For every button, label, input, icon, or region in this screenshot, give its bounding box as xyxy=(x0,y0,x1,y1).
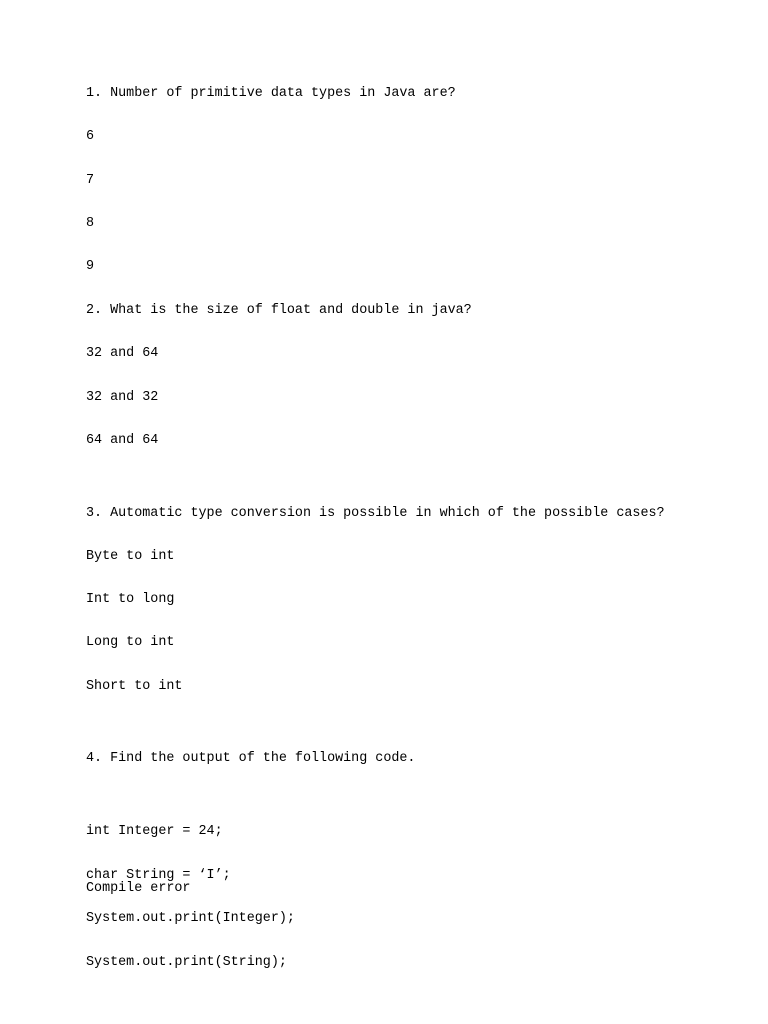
question-2-option-2: 32 and 32 xyxy=(86,390,159,405)
question-2-option-1: 32 and 64 xyxy=(86,346,159,361)
question-2-option-3: 64 and 64 xyxy=(86,433,159,448)
question-1-option-3: 8 xyxy=(86,216,95,231)
question-3-option-3: Long to int xyxy=(86,635,175,650)
question-1-option-4: 9 xyxy=(86,259,95,274)
code-line: System.out.print(String); xyxy=(86,954,287,970)
question-3-option-4: Short to int xyxy=(86,679,183,694)
question-1-option-1: 6 xyxy=(86,129,95,144)
code-block xyxy=(86,796,295,999)
code-line: char String = ‘I’; xyxy=(86,867,231,883)
question-3-text: 3. Automatic type conversion is possible in which of the possible cases? xyxy=(86,506,665,521)
question-1-option-2: 7 xyxy=(86,173,95,188)
question-4-option-1: Compile error xyxy=(86,881,191,896)
question-3-option-1: Byte to int xyxy=(86,549,175,564)
question-2-text: 2. What is the size of float and double in java? xyxy=(86,303,472,318)
question-3-option-2: Int to long xyxy=(86,592,175,607)
question-1-text: 1. Number of primitive data types in Java are? xyxy=(86,86,456,101)
code-line: int Integer = 24; xyxy=(86,824,223,839)
question-4-text: 4. Find the output of the following code. xyxy=(86,751,416,766)
code-line: System.out.print(Integer); xyxy=(86,911,295,926)
